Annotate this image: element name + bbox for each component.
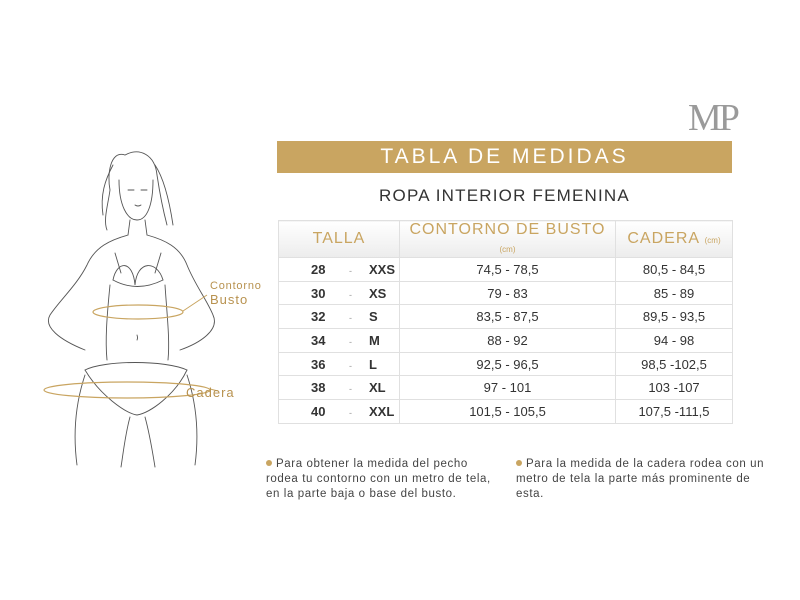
header-busto: CONTORNO DE BUSTO (cm) [400,221,616,258]
size-cell: 38 - XL [279,376,400,400]
cadera-cell: 107,5 -111,5 [616,400,733,424]
size-cell: 34 - M [279,329,400,353]
busto-cell: 92,5 - 96,5 [400,352,616,376]
cadera-cell: 103 -107 [616,376,733,400]
table-row [279,352,733,376]
note-cadera: Para la medida de la cadera rodea con un metro de tela la parte más prominente de esta. [516,458,765,500]
busto-cell: 74,5 - 78,5 [400,258,616,282]
page-title: TABLA DE MEDIDAS [380,145,629,168]
busto-cell: 97 - 101 [400,376,616,400]
table-row [279,305,733,329]
title-banner [277,141,732,173]
bullet-icon [516,460,522,466]
cadera-label: Cadera [186,385,235,400]
size-cell: 28 - XXS [279,258,400,282]
table-row [279,376,733,400]
busto-label: Contorno Busto [210,280,262,307]
table-row [279,281,733,305]
cadera-cell: 85 - 89 [616,281,733,305]
table-row [279,400,733,424]
table-row [279,329,733,353]
size-cell: 32 - S [279,305,400,329]
size-cell: 36 - L [279,352,400,376]
size-cell: 30 - XS [279,281,400,305]
cadera-cell: 94 - 98 [616,329,733,353]
brand-logo: MP [688,97,737,139]
header-cadera: CADERA (cm) [616,221,733,258]
header-talla: TALLA [279,221,400,258]
bullet-icon [266,460,272,466]
page-subtitle: ROPA INTERIOR FEMENINA [379,186,630,205]
busto-cell: 79 - 83 [400,281,616,305]
busto-cell: 88 - 92 [400,329,616,353]
cadera-cell: 80,5 - 84,5 [616,258,733,282]
busto-cell: 101,5 - 105,5 [400,400,616,424]
table-header-row [279,221,733,258]
cadera-cell: 89,5 - 93,5 [616,305,733,329]
size-cell: 40 - XXL [279,400,400,424]
size-table [278,220,733,428]
cadera-cell: 98,5 -102,5 [616,352,733,376]
note-busto: Para obtener la medida del pecho rodea tu contorno con un metro de tela, en la parte baja o base del busto. [266,458,491,500]
table-row [279,258,733,282]
busto-cell: 83,5 - 87,5 [400,305,616,329]
